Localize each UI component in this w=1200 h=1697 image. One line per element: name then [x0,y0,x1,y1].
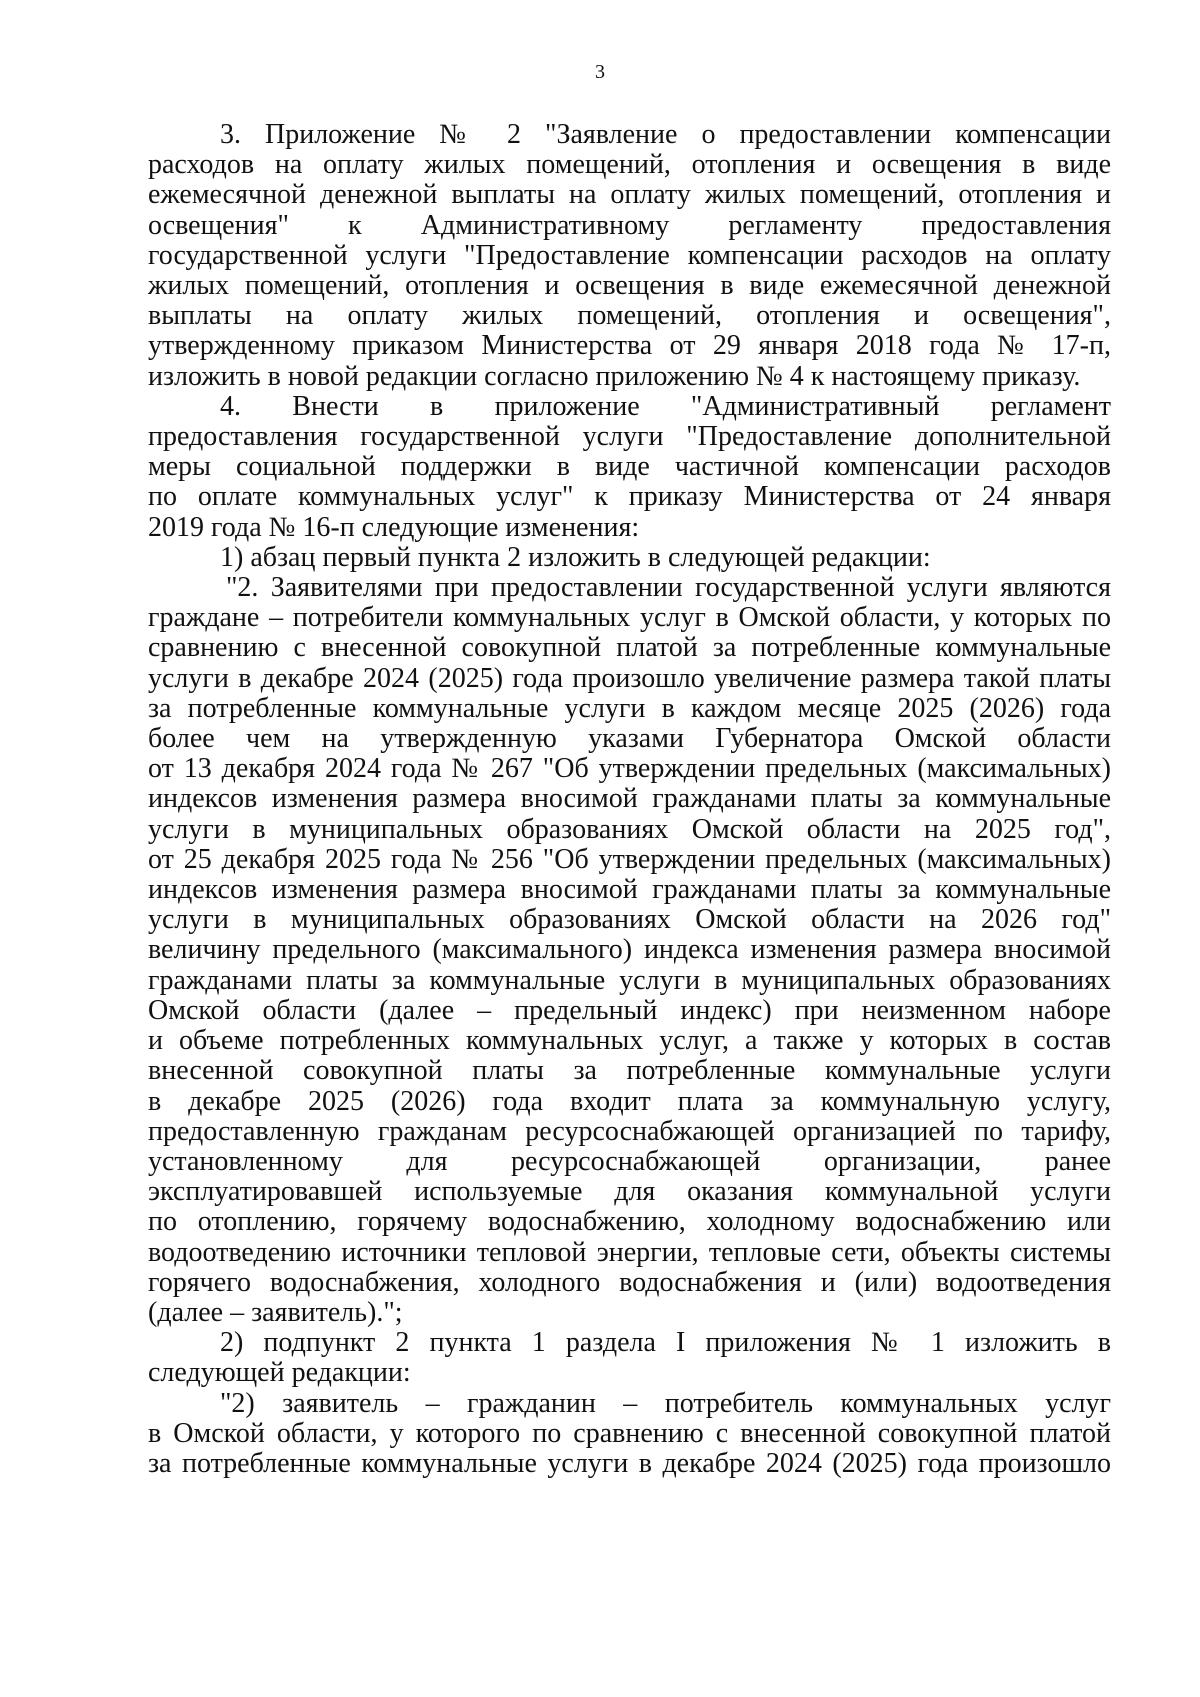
text-line: услуги в декабре 2024 (2025) года произошло увеличение размера такой платы [148,662,1111,694]
text-line: 4. Внести в приложение "Административный регламент [220,390,1111,422]
text-line: водоотведению источники тепловой энергии, тепловые сети, объекты системы [148,1236,1111,1268]
text-line: сравнению с внесенной совокупной платой за потребленные коммунальные [148,632,1111,664]
text-line: за потребленные коммунальные услуги в декабре 2024 (2025) года произошло [148,1447,1111,1479]
text-line: граждане – потребители коммунальных услуг в Омской области, у которых по [148,602,1111,634]
text-line: величину предельного (максимального) индекса изменения размера вносимой [148,934,1111,966]
text-line: в Омской области, у которого по сравнению с внесенной совокупной платой [148,1417,1111,1449]
text-line: и объеме потребленных коммунальных услуг, а также у которых в состав [148,1025,1111,1057]
text-line: предоставленную гражданам ресурсоснабжающей организацией по тарифу, [148,1115,1111,1147]
text-line: эксплуатировавшей используемые для оказания коммунальной услуги [148,1176,1111,1208]
text-line: по отоплению, горячему водоснабжению, холодному водоснабжению или [148,1206,1111,1238]
text-line: освещения" к Административному регламенту предоставления [148,209,1111,241]
text-line: от 25 декабря 2025 года № 256 "Об утверждении предельных (максимальных) [148,843,1111,875]
text-line: 2019 года № 16-п следующие изменения: [148,511,640,543]
text-line: государственной услуги "Предоставление компенсации расходов на оплату [148,239,1111,271]
text-line: от 13 декабря 2024 года № 267 "Об утверждении предельных (максимальных) [148,753,1111,785]
text-line: за потребленные коммунальные услуги в каждом месяце 2025 (2026) года [148,692,1111,724]
text-line: меры социальной поддержки в виде частичной компенсации расходов [148,451,1111,483]
text-line: установленному для ресурсоснабжающей организации, ранее [148,1145,1111,1177]
text-line: изложить в новой редакции согласно приложению № 4 к настоящему приказу. [148,360,1081,392]
text-line: "2) заявитель – гражданин – потребитель коммунальных услуг [220,1387,1111,1419]
text-line: расходов на оплату жилых помещений, отопления и освещения в виде [148,149,1111,181]
text-line: предоставления государственной услуги "Предоставление дополнительной [148,421,1111,453]
text-line: Омской области (далее – предельный индекс) при неизменном наборе [148,994,1111,1026]
text-line: выплаты на оплату жилых помещений, отопления и освещения", [148,300,1111,332]
page-number: 3 [595,61,605,83]
text-line: "2. Заявителями при предоставлении государственной услуги являются [226,572,1111,604]
text-line: (далее – заявитель)."; [148,1296,403,1328]
text-line: более чем на утвержденную указами Губернатора Омской области [148,723,1111,755]
text-line: жилых помещений, отопления и освещения в виде ежемесячной денежной [148,270,1111,302]
text-line: по оплате коммунальных услуг" к приказу Министерства от 24 января [148,481,1111,513]
document-body [148,120,1111,1479]
text-line: гражданами платы за коммунальные услуги в муниципальных образованиях [148,964,1111,996]
text-line: 1) абзац первый пункта 2 изложить в следующей редакции: [220,541,931,573]
text-line: индексов изменения размера вносимой гражданами платы за коммунальные [148,874,1111,906]
text-line: индексов изменения размера вносимой гражданами платы за коммунальные [148,783,1111,815]
text-line: 3. Приложение № 2 "Заявление о предоставлении компенсации [220,119,1111,150]
text-line: ежемесячной денежной выплаты на оплату жилых помещений, отопления и [148,179,1111,211]
text-line: в декабре 2025 (2026) года входит плата за коммунальную услугу, [148,1085,1111,1117]
text-line: 2) подпункт 2 пункта 1 раздела I приложения № 1 изложить в [220,1327,1111,1359]
text-line: услуги в муниципальных образованиях Омской области на 2026 год" [148,904,1111,936]
text-line: следующей редакции: [148,1357,411,1389]
text-line: услуги в муниципальных образованиях Омской области на 2025 год", [148,813,1111,845]
text-line: горячего водоснабжения, холодного водоснабжения и (или) водоотведения [148,1266,1111,1298]
text-line: внесенной совокупной платы за потребленные коммунальные услуги [148,1055,1111,1087]
text-line: утвержденному приказом Министерства от 29 января 2018 года № 17-п, [148,330,1111,362]
